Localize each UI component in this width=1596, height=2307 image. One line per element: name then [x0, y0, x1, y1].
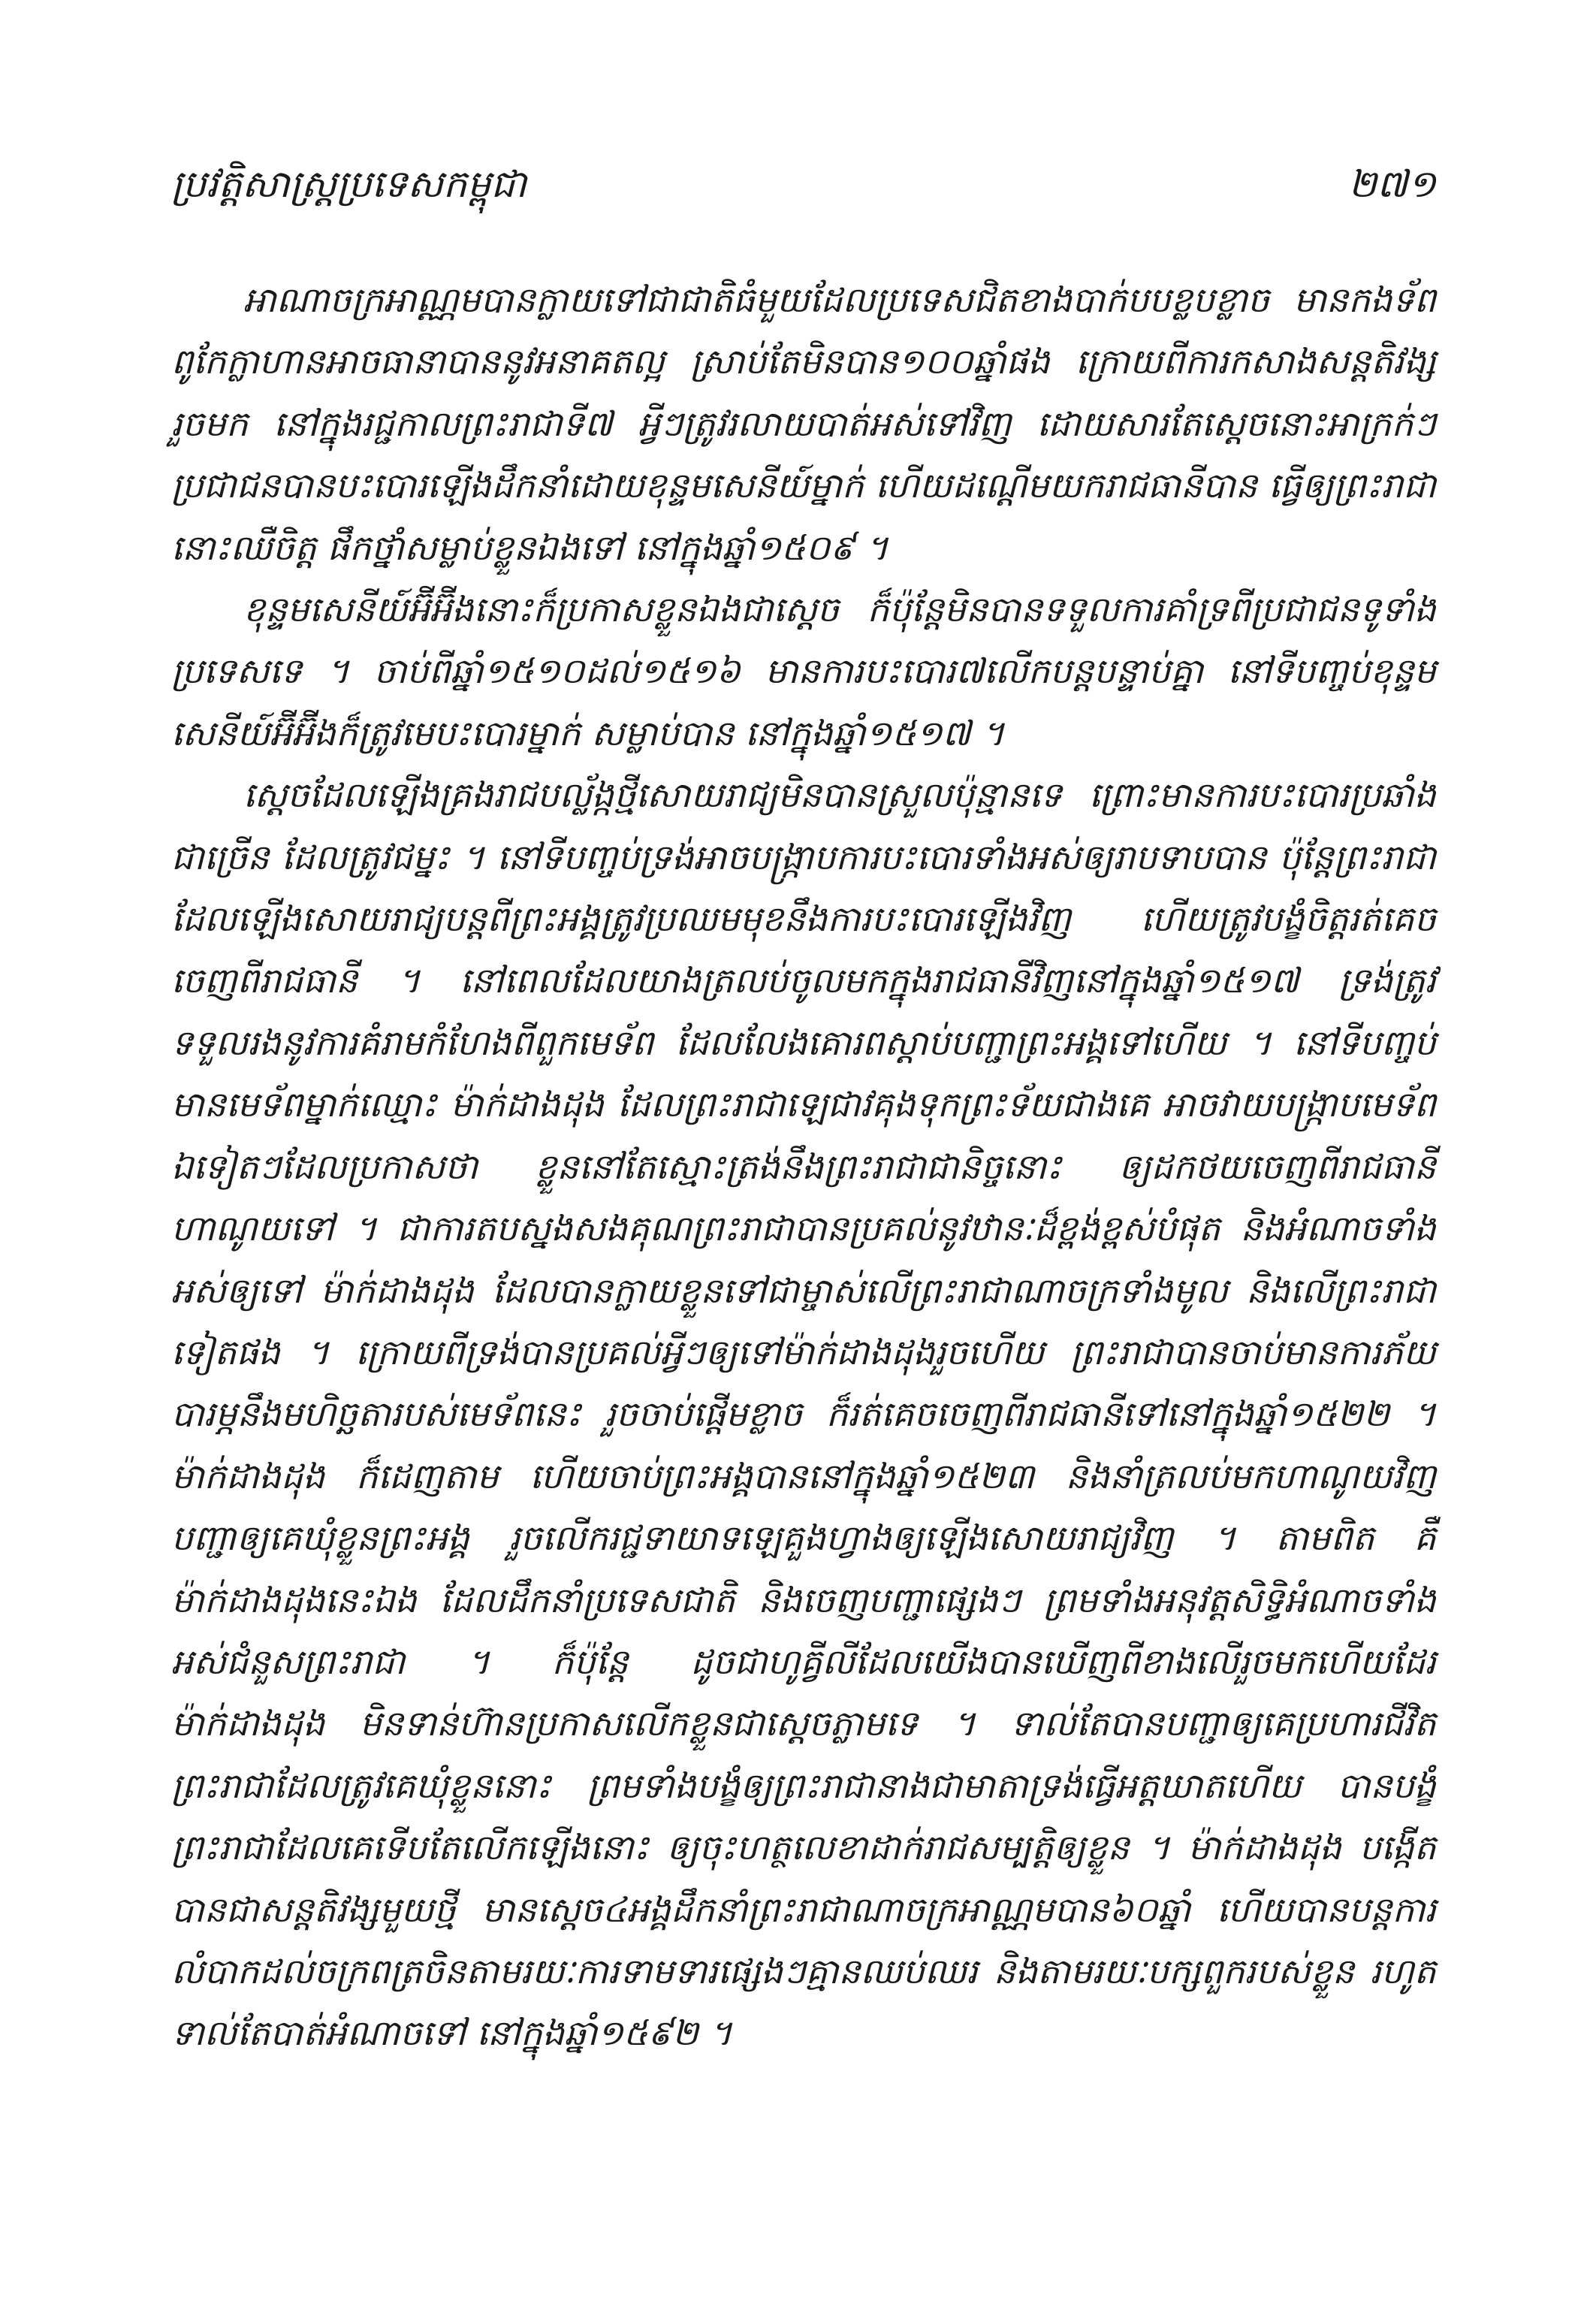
page-number: ២៧១: [1348, 162, 1436, 206]
paragraph: ស្តេចដែលឡើងគ្រងរាជបល្ល័ង្កថ្មីសោយរាជ្យមិនបានស្រួលប៉ុន្មានទេ ព្រោះមានការបះបោរប្រឆាំងជាច្រើន ដែលត្រូវជម្នះ ។ នៅទីបញ្ចប់ទ្រង់អាចបង្ក្រាបការបះបោរទាំងអស់ឲ្យរាបទាបបាន ប៉ុន្តែព្រះរាជាដែលឡើងសោយរាជ្យបន្តពីព្រះអង្គត្រូវប្រឈមមុខនឹងការបះបោរឡើងវិញ ហើយត្រូវបង្ខំចិត្តរត់គេចចេញពីរាជធានី ។ នៅពេលដែលយាងត្រលប់ចូលមកក្នុងរាជធានីវិញនៅក្នុងឆ្នាំ១៥១៧ ទ្រង់ត្រូវទទួលរងនូវការគំរាមកំហែងពីពួកមេទ័ព ដែលលែងគោរពស្តាប់បញ្ជាព្រះអង្គទៅហើយ ។ នៅទីបញ្ចប់មានមេទ័ពម្នាក់ឈ្មោះ ម៉ាក់ដាងដុង ដែលព្រះរាជាឡេជាវគុងទុកព្រះទ័យជាងគេ អាចវាយបង្ក្រាបមេទ័ពឯទៀតៗដែលប្រកាសថា ខ្លួននៅតែស្មោះត្រង់នឹងព្រះរាជាជានិច្ចនោះ ឲ្យដកថយចេញពីរាជធានីហាណូយទៅ ។ ជាការតបស្នងសងគុណព្រះរាជាបានប្រគល់នូវឋានៈដ៏ខ្ពង់ខ្ពស់បំផុត និងអំណាចទាំងអស់ឲ្យទៅ ម៉ាក់ដាងដុង ដែលបានក្លាយខ្លួនទៅជាម្ចាស់លើព្រះរាជាណាចក្រទាំងមូល និងលើព្រះរាជាទៀតផង ។ ក្រោយពីទ្រង់បានប្រគល់អ្វីៗឲ្យទៅម៉ាក់ដាងដុងរួចហើយ ព្រះរាជាបានចាប់មានការភ័យបារម្ភនឹងមហិច្ឆតារបស់មេទ័ពនេះ រួចចាប់ផ្តើមខ្លាច ក៏រត់គេចចេញពីរាជធានីទៅនៅក្នុងឆ្នាំ១៥២២ ។ ម៉ាក់ដាងដុង ក៏ដេញតាម ហើយចាប់ព្រះអង្គបាននៅក្នុងឆ្នាំ១៥២៣ និងនាំត្រលប់មកហាណូយវិញ បញ្ជាឲ្យគេឃុំខ្លួនព្រះអង្គ រួចលើករជ្ជទាយាទឡេគួងហ្វាងឲ្យឡើងសោយរាជ្យវិញ ។ តាមពិត គឺម៉ាក់ដាងដុងនេះឯង ដែលដឹកនាំប្រទេសជាតិ និងចេញបញ្ជាផ្សេងៗ ព្រមទាំងអនុវត្តសិទ្ធិអំណាចទាំងអស់ជំនួសព្រះរាជា ។ ក៏ប៉ុន្តែ ដូចជាហូគ្វីលីដែលយើងបានឃើញពីខាងលើរួចមកហើយដែរ ម៉ាក់ដាងដុង មិនទាន់ហ៊ានប្រកាសលើកខ្លួនជាស្តេចភ្លាមទេ ។ ទាល់តែបានបញ្ជាឲ្យគេប្រហារជីវិតព្រះរាជាដែលត្រូវគេឃុំខ្លួននោះ ព្រមទាំងបង្ខំឲ្យព្រះរាជានាងជាមាតាទ្រង់ធ្វើអត្តឃាតហើយ បានបង្ខំព្រះរាជាដែលគេទើបតែលើកឡើងនោះ ឲ្យចុះហត្ថលេខាដាក់រាជសម្បត្តិឲ្យខ្លួន ។ ម៉ាក់ដាងដុង បង្កើតបានជាសន្តតិវង្សមួយថ្មី មានស្តេច៤អង្គដឹកនាំព្រះរាជាណាចក្រអាណ្ណមបាន៦០ឆ្នាំ ហើយបានបន្តការលំបាកដល់ចក្រពត្រចិនតាមរយៈការទាមទារផ្សេងៗគ្មានឈប់ឈរ និងតាមរយៈបក្សពួករបស់ខ្លួន រហូតទាល់តែបាត់អំណាចទៅ នៅក្នុងឆ្នាំ១៥៩២ ។: [171, 775, 1436, 2054]
running-header: [171, 150, 1436, 218]
paragraph: អាណាចក្រអាណ្ណមបានក្លាយទៅជាជាតិធំមួយដែលប្រទេសជិតខាងបាក់បបខ្លបខ្លាច មានកងទ័ពពូកែក្លាហានអាចធានាបាននូវអនាគតល្អ ស្រាប់តែមិនបាន១០០ឆ្នាំផង ក្រោយពីការកសាងសន្តតិវង្សរួចមក នៅក្នុងរជ្ជកាលព្រះរាជាទី៧ អ្វីៗត្រូវរលាយបាត់អស់ទៅវិញ ដោយសារតែស្តេចនោះអាក្រក់ៗ ប្រជាជនបានបះបោរឡើងដឹកនាំដោយខុន្ទមសេនីយ៍ម្នាក់ ហើយដណ្តើមយករាជធានីបាន ធ្វើឲ្យព្រះរាជានោះឈឺចិត្ត ផឹកថ្នាំសម្លាប់ខ្លួនឯងទៅ នៅក្នុងឆ្នាំ១៥០៩ ។: [171, 279, 1436, 568]
paragraph: ខុន្ទមសេនីយ៍អ៊ីអ៊ីងនោះក៏ប្រកាសខ្លួនឯងជាស្តេច ក៏ប៉ុន្តែមិនបានទទួលការគាំទ្រពីប្រជាជនទូទាំងប្រទេសទេ ។ ចាប់ពីឆ្នាំ១៥១០ដល់១៥១៦ មានការបះបោរ៧លើកបន្តបន្ទាប់គ្នា នៅទីបញ្ចប់ខុន្ទមសេនីយ៍អ៊ីអ៊ីងក៏ត្រូវមេបះបោរម្នាក់ សម្លាប់បាន នៅក្នុងឆ្នាំ១៥១៧ ។: [171, 589, 1436, 753]
book-title: ប្រវត្តិសាស្ត្រប្រទេសកម្ពុជា: [171, 162, 527, 206]
body-text: [171, 269, 1436, 2064]
